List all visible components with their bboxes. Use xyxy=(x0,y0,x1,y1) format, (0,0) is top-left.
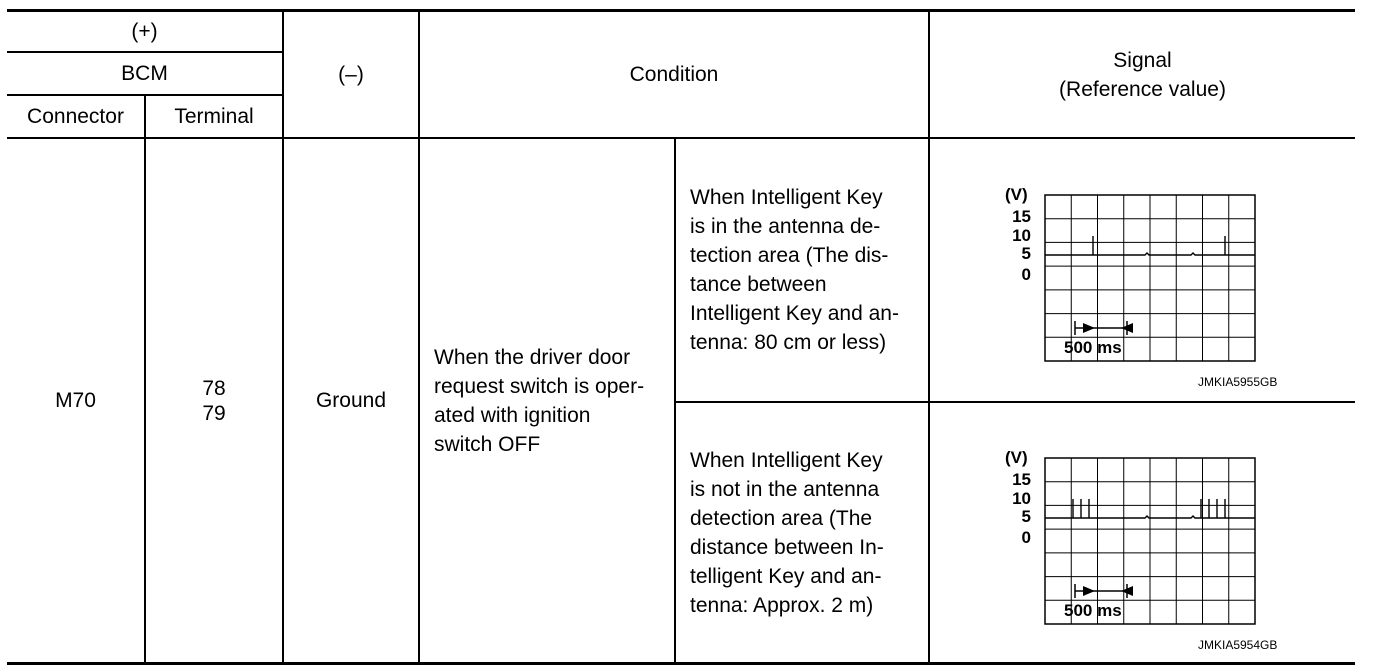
row-terminal xyxy=(146,139,282,662)
header-bcm-text: BCM xyxy=(121,62,168,85)
specification-table xyxy=(7,9,1355,665)
wave-tick-5: 5 xyxy=(1021,507,1031,526)
waveform-out-of-area xyxy=(1000,444,1320,659)
table-bottom-rule xyxy=(7,662,1355,665)
wave-tick-15: 15 xyxy=(1012,470,1031,489)
header-plus xyxy=(7,12,282,51)
oscilloscope-waveform xyxy=(1000,181,1320,396)
subcondition-1-line: tection area (The dis- xyxy=(690,244,889,267)
wave-timebase: 500 ms xyxy=(1064,338,1122,357)
wave-unit-label: (V) xyxy=(1005,448,1028,467)
row-connector-text: M70 xyxy=(55,389,96,412)
header-condition-text: Condition xyxy=(629,63,719,86)
subcondition-2-line: tenna: Approx. 2 m) xyxy=(690,593,874,617)
header-terminal-text: Terminal xyxy=(174,105,254,128)
header-plus-text: (+) xyxy=(131,20,158,43)
subcondition-1-line: tenna: 80 cm or less) xyxy=(690,331,887,354)
header-minus xyxy=(284,12,418,137)
row-terminal-1: 78 xyxy=(202,376,226,400)
row-minus-text: Ground xyxy=(315,389,387,412)
header-terminal xyxy=(146,96,282,137)
subcondition-2-line: distance between In- xyxy=(690,535,884,559)
condition-line: request switch is oper- xyxy=(434,374,645,398)
header-signal-line2: (Reference value) xyxy=(1059,77,1226,101)
wave-tick-0: 0 xyxy=(1021,528,1031,547)
oscilloscope-waveform xyxy=(1000,444,1320,659)
subcondition-2-line: When Intelligent Key xyxy=(690,448,883,472)
waveform-in-area xyxy=(1000,181,1320,396)
wave-figure-code: JMKIA5955GB xyxy=(1198,375,1278,389)
condition-line: ated with ignition xyxy=(434,403,591,427)
condition-line: When the driver door xyxy=(434,345,631,369)
wave-figure-code: JMKIA5954GB xyxy=(1198,638,1278,652)
wave-tick-0: 0 xyxy=(1021,265,1031,284)
subcondition-1 xyxy=(690,139,928,401)
wave-tick-5: 5 xyxy=(1021,244,1031,263)
header-bcm xyxy=(7,53,282,94)
header-connector xyxy=(7,96,144,137)
wave-timebase: 500 ms xyxy=(1064,601,1122,620)
header-connector-text: Connector xyxy=(27,105,124,128)
row-terminal-2: 79 xyxy=(202,401,226,425)
row-connector xyxy=(7,139,144,662)
wave-tick-10: 10 xyxy=(1012,489,1031,508)
row-condition xyxy=(434,139,674,662)
row-minus xyxy=(284,139,418,662)
condition-subcondition-divider xyxy=(674,137,676,664)
subcondition-2-line: detection area (The xyxy=(690,506,873,530)
subcondition-1-line: tance between xyxy=(690,273,827,296)
wave-tick-10: 10 xyxy=(1012,226,1031,245)
header-signal xyxy=(930,12,1355,137)
subcondition-2-line: is not in the antenna xyxy=(690,477,880,501)
subcondition-2-line: telligent Key and an- xyxy=(690,564,882,588)
header-condition xyxy=(420,12,928,137)
header-signal-line1: Signal xyxy=(1113,48,1172,72)
subcondition-1-line: is in the antenna de- xyxy=(690,215,881,238)
wave-unit-label: (V) xyxy=(1005,185,1028,204)
wave-tick-15: 15 xyxy=(1012,207,1031,226)
header-minus-text: (–) xyxy=(338,63,364,86)
subcondition-1-line: When Intelligent Key xyxy=(690,186,883,209)
subcondition-1-line: Intelligent Key and an- xyxy=(690,302,899,325)
subcondition-2 xyxy=(690,403,928,662)
condition-line: switch OFF xyxy=(434,432,541,456)
